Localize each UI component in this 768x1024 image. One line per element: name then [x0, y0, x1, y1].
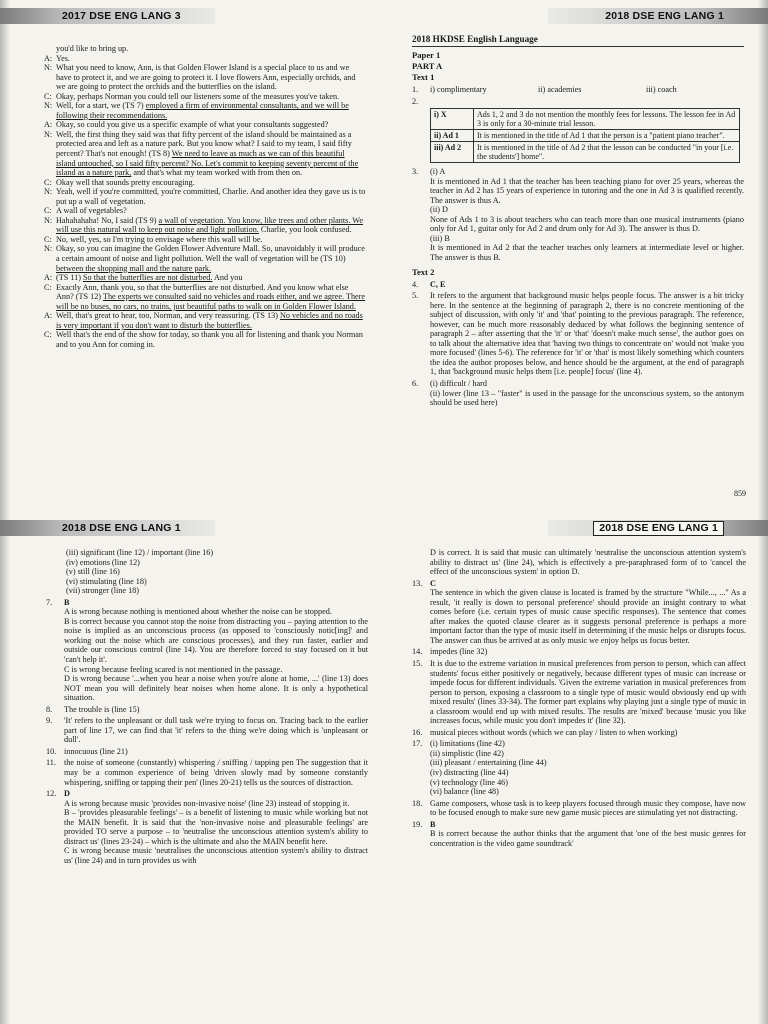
page-shadow [0, 0, 10, 512]
speech-text: What you need to know, Ann, is that Golden Flower Island is a special place to us and we have to protect it, and we are going to protect it. I love flowers Ann, especially orchids, and we are going to protect the orchids and the butterflies on the island. [56, 63, 356, 92]
question-13: 13. C The sentence in which the given clause is located is framed by the structure "While..., ..." As a result, 'it really is down to personal preference' should provide an insight contrary to what comes before (i.e. certain types of music cause specific responses). The sentence that comes after makes the quoted clause clearer as it suggests personal preference is perhaps a more important factor than the type of music itself in determining if the music helps or disrupts focus. The answer can thus be arrived at as only music we enjoy helps us focus better. [412, 578, 746, 645]
answer-key [46, 548, 368, 866]
transcript-line [44, 120, 366, 130]
question-17: 17. (i) limitations (line 42) (ii) simplistic (line 42) (iii) pleasant / entertaining (line 44) (iv) distracting (line 44) (v) technology (line 46) (vi) balance (line 48) [412, 739, 746, 796]
question-4: 4. C, E [412, 279, 446, 289]
speaker-label: A: [44, 311, 53, 321]
list-item: (iii) significant (line 12) / important (line 16) [66, 548, 214, 557]
part-label: PART A [412, 61, 443, 71]
speaker-label: N: [44, 63, 53, 73]
speech-text [56, 216, 366, 235]
transcript-line [44, 311, 366, 330]
transcript-line [44, 130, 366, 178]
transcript-line [44, 206, 366, 216]
underlined-text: We need to leave as much as we can of this beautiful island untouched, so I said fifty percent? No. Let's commit to keeping seventy percent of the island as a nature park, [56, 149, 359, 178]
answer-table [430, 108, 740, 163]
speech-text: Yes. [56, 53, 70, 63]
page-number: 859 [734, 489, 746, 498]
question-19: 19. B B is correct because the author thinks that the argument that 'one of the best music genres for concentration is the video game soundtrack' [412, 819, 746, 848]
page-header: 2017 DSE ENG LANG 3 [62, 10, 181, 22]
transcript-line [44, 92, 366, 102]
answer-key [412, 34, 744, 408]
continued-answer: D is correct. It is said that music can ultimately 'neutralise the unconscious attention system's ability to distract us' (line 24), which is effectively a pre-paraphrased form of to 'cancel the effect of the unconscious system' in option D. [430, 548, 746, 577]
speech-text: Well that's the end of the show for today, so thank you all for listening and thank you Norman and to you Ann for coming in. [56, 330, 364, 349]
speaker-label: A: [44, 53, 53, 63]
speech-text: No, well, yes, so I'm trying to envisage where this wall will be. [56, 234, 263, 244]
speech-text [56, 311, 366, 330]
speaker-label: C: [44, 206, 52, 216]
question-16: 16. musical pieces without words (which we can play / listen to when working) [412, 727, 678, 737]
page-header: 2018 DSE ENG LANG 1 [593, 521, 724, 536]
text-segment: Well, for a start, we (TS 7) [56, 101, 146, 111]
speech-text: Okay, so could you give us a specific example of what your consultants suggested? [56, 120, 329, 130]
speaker-label: N: [44, 129, 53, 139]
list-item: (iv) emotions (line 12) [66, 557, 140, 567]
text-label: Text 2 [412, 266, 435, 277]
page-shadow [758, 0, 768, 512]
speech-text [56, 130, 366, 178]
speech-text: you'd like to bring up. [56, 44, 129, 53]
speech-text: Yeah, well if you're committed, you're committed, Charlie. And another idea they gave us is to put up a wall of vegetation. [56, 187, 366, 206]
transcript-line [44, 63, 366, 92]
page-top-right [384, 0, 768, 512]
speaker-label [44, 44, 56, 54]
speaker-label: C: [44, 177, 52, 187]
text-segment: Okay, so you can imagine the Golden Flower Adventure Mall. So, unavoidably it will produce a certain amount of noise and light pollution. Well the wall of vegetation will be (TS 10) [56, 244, 365, 264]
text-segment: Well, the first thing they said was that fifty percent of the island should be maintained as a protected area and left as a nature park. But you know what? I said to my team, I said fifty percent? That's not enough! (TS 8) [56, 129, 352, 159]
text-segment: And you [212, 273, 243, 283]
speaker-label: C: [44, 234, 52, 244]
speaker-label: C: [44, 282, 52, 292]
transcript-line [44, 216, 366, 235]
table-row: ii) Ad 1 It is mentioned in the title of Ad 1 that the person is a "patient piano teacher". [431, 130, 740, 142]
question-2: 2. [412, 96, 419, 106]
transcript-line [44, 44, 366, 54]
question-1: 1. i) complimentary ii) academies iii) coach [412, 85, 677, 94]
list-item: (vii) stronger (line 18) [66, 586, 139, 596]
text-segment: Well, that's great to hear, too, Norman, and very reassuring. (TS 13) [56, 311, 280, 321]
question-6: 6. (i) difficult / hard (ii) lower (line 13 – "faster" is used in the passage for the unconscious system, so the antonym should be used here) [412, 379, 744, 408]
table-row: i) X Ads 1, 2 and 3 do not mention the monthly fees for lessons. The lesson fee in Ad 3 is only for a 30-minute trial lesson. [431, 109, 740, 130]
text-segment: (TS 11) [56, 273, 83, 283]
question-14: 14. impedes (line 32) [412, 647, 488, 657]
text-segment: and that's what my team worked with from then on. [131, 168, 303, 178]
question-8: 8. The trouble is (line 15) [46, 704, 140, 714]
question-7: 7. B A is wrong because nothing is mentioned about whether the noise can be stopped. B is correct because you cannot stop the noise from distracting you – paying attention to the noise is implied as an unconscious process (as opposed to 'consciously notic[ing]' and working out the noise which are conscious processes), and they run faster, earlier and outside our conscious control (line 14). You are therefore forced to stay focused on it but 'can't help it'. C is wrong because feeling scared is not mentioned in the passage. D is wrong because '...when you hear a noise when you're alone at home, ...' (line 13) does NOT mean you will definitely hear noises when home alone. It is only a hypothetical situation. [46, 597, 368, 703]
paper-label: Paper 1 [412, 50, 441, 60]
transcript-line [44, 283, 366, 312]
transcript-line [44, 273, 366, 283]
question-15: 15. It is due to the extreme variation in musical preferences from person to person, which can affect students' focus either positively or negatively, because different types of music can increase or impede focus for different individuals. 'Given the extreme variation in musical preferences from person to person, exposing a classroom to a single type of music would obviously end up with mixed results' (lines 33-34). The former part explains why playing just a single type of music in a classroom would end up with mixed results. The results are 'mixed' because 'music you like increases focus, while music you don't impedes it' (line 32). [412, 659, 746, 726]
document-title: 2018 HKDSE English Language [412, 34, 744, 47]
text-segment: Hahahahaha! No, I said (TS 9) [56, 215, 159, 225]
speaker-label: N: [44, 215, 53, 225]
underlined-text: employed a firm of environmental consultants, and we will be following their recommendations. [56, 101, 349, 120]
transcript-line [44, 54, 366, 64]
underlined-text: No vehicles and no roads is very important if you don't want to disturb the butterflies. [56, 311, 363, 330]
text-segment: Exactly Ann, thank you, so that the butterflies are not disturbed. And you know what else Ann? (TS 12) [56, 282, 349, 302]
speaker-label: N: [44, 101, 53, 111]
transcript-line [44, 187, 366, 206]
underlined-text: The experts we consulted said no vehicles and roads either, and we agree. There will be no buses, no cars, no trains, just beautiful paths to walk on in Golden Flower Island. [56, 292, 366, 311]
text-segment: Charlie, you look confused. [258, 225, 352, 235]
speaker-label: N: [44, 187, 53, 197]
text-label: Text 1 [412, 72, 435, 82]
list-item: (vi) balance (line 48) [430, 787, 499, 797]
list-item: (i) limitations (line 42) [430, 739, 505, 749]
list-item: (iv) distracting (line 44) [430, 768, 509, 778]
underlined-text: between the shopping mall and the nature park. [56, 263, 212, 273]
question-11: 11. the noise of someone (constantly) whispering / sniffing / tapping pen The suggestion that it may be a common experience of being 'driven slowly mad by someone constantly whispering, sniffing or tapping their pen' (lines 20-21) tells us the sources of distraction. [46, 758, 368, 787]
table-row: iii) Ad 2 It is mentioned in the title of Ad 2 that the lesson can be conducted "in your [i.e. the students'] home". [431, 142, 740, 163]
speaker-label: A: [44, 120, 53, 130]
transcript-line [44, 244, 366, 273]
list-item: (v) technology (line 46) [430, 777, 508, 787]
page-bottom-right [384, 512, 768, 1024]
page-shadow [0, 512, 10, 1024]
list-item: (v) still (line 16) [66, 567, 120, 577]
transcript-line [44, 101, 366, 120]
page-header: 2018 DSE ENG LANG 1 [605, 10, 724, 22]
page-shadow [758, 512, 768, 1024]
question-12: 12. D A is wrong because music 'provides non-invasive noise' (line 23) instead of stopping it. B – 'provides pleasurable feelings' – is a benefit of listening to music while working but not the MAIN benefit. It is said that the 'non-invasive noise and pleasurable feelings' are provided TO serve a purpose – to 'neutralise the unconscious attention system's ability to distract us' (lines 23-24) – which is the ultimate and also the MAIN benefit here. C is wrong because music 'neutralises the unconscious attention system's ability to distract us' (line 24) and in turn provides us with [46, 789, 368, 865]
underlined-text: a wall of vegetation. You know, like trees and other plants. We will use this natural wall to keep out noise and light pollution. [56, 215, 363, 235]
list-item: (iii) pleasant / entertaining (line 44) [430, 758, 547, 768]
transcript-line [44, 235, 366, 245]
list-item: (vi) stimulating (line 18) [66, 576, 147, 586]
page-top-left [0, 0, 384, 512]
speaker-label: C: [44, 91, 52, 101]
speech-text: A wall of vegetables? [56, 206, 127, 216]
question-5: 5. It refers to the argument that background music helps people focus. The answer is a bit tricky here. In the sentence at the beginning of paragraph 2, there is no concrete mentioning of the subject of discussion, with only 'it' and 'that' pointing to the previous paragraph. The reference, however, can be much more reasonably deduced by what follows the beginning sentence of paragraph 2 – after asserting that the 'it' or 'that' 'doesn't make much sense', the author goes on to talk about the alternative idea that 'having two things to concentrate on' would not 'make you more focused' (lines 5-6). The reference for 'it' or 'that' is most likely something which counters the idea the author proposes below, and hence should be the argument, at the end of paragraph 1, that 'background music helps them [i.e. people] focus' (line 4). [412, 291, 744, 377]
speech-text: Okay well that sounds pretty encouraging. [56, 177, 195, 187]
speaker-label: A: [44, 273, 53, 283]
list-item: (ii) simplistic (line 42) [430, 748, 504, 758]
question-10: 10. innocuous (line 21) [46, 746, 128, 756]
page-bottom-left [0, 512, 384, 1024]
transcript-line [44, 330, 366, 349]
question-18: 18. Game composers, whose task is to keep players focused through music they compose, have now to be focused enough to make sure new game music pieces are stimulating yet not distracting. [412, 798, 746, 818]
page-header: 2018 DSE ENG LANG 1 [62, 522, 181, 534]
answer-key [412, 548, 746, 848]
speech-text [56, 244, 366, 273]
speaker-label: N: [44, 244, 53, 254]
speech-text: Okay, perhaps Norman you could tell our listeners some of the measures you've taken. [56, 91, 340, 101]
underlined-text: So that the butterflies are not disturbed. [83, 273, 213, 283]
transcript [44, 44, 366, 350]
transcript-line [44, 178, 366, 188]
speech-text [56, 273, 366, 283]
speech-text [56, 283, 366, 312]
speaker-label: C: [44, 330, 52, 340]
question-3: 3. (i) A It is mentioned in Ad 1 that the teacher has been teaching piano for over 25 years, whereas the teacher in Ad 2 has 15 years of experience in tutoring and the one in Ad 3 is qualified recently. The answer is thus A. (ii) D None of Ads 1 to 3 is about teachers who can teach more than one musical instruments (piano only for Ad 1, guitar only for Ad 2 and drum only for Ad 3). The answer is thus D. (iii) B It is mentioned in Ad 2 that the teacher teaches only learners at intermediate level or higher. The answer is thus B. [412, 167, 744, 263]
speech-text [56, 101, 366, 120]
answer-list [66, 548, 368, 596]
question-9: 9. 'It' refers to the unpleasant or dull task we're trying to focus on. Tracing back to the earlier part of line 17, we can find that 'it' refers to the thing we're doing which is 'unpleasant or dull'. [46, 716, 368, 745]
